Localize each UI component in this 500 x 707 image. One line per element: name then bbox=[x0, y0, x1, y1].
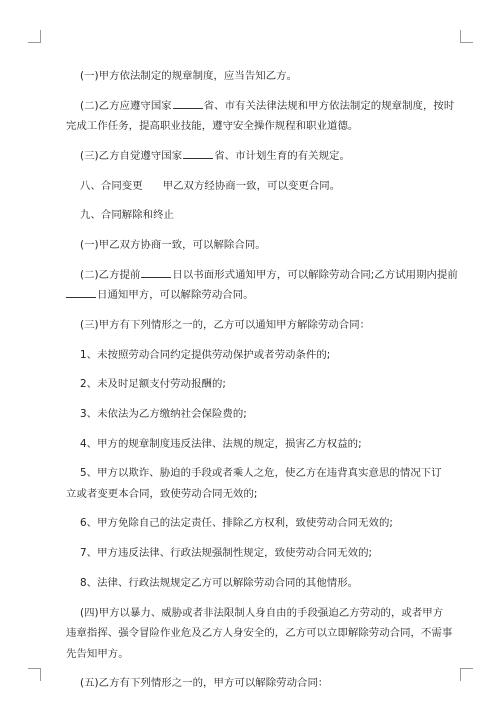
paragraph-15 bbox=[80, 543, 442, 564]
crop-mark-top-right bbox=[460, 30, 473, 43]
text-segment: (二)乙方应遵守国家 bbox=[80, 99, 172, 112]
paragraph-14 bbox=[80, 513, 442, 534]
text-line bbox=[80, 176, 442, 197]
paragraph-8 bbox=[80, 315, 442, 336]
text-line bbox=[80, 96, 455, 117]
text-line: 违章指挥、强令冒险作业危及乙方人身安全的，乙方可以立即解除劳动合同，不需事 bbox=[66, 627, 453, 639]
paragraph-11 bbox=[80, 404, 442, 425]
text-segment: (二)乙方提前 bbox=[80, 268, 141, 281]
text-line: 4、甲方的规章制度违反法律、法规的规定，损害乙方权益的; bbox=[80, 437, 362, 450]
fill-in-blank bbox=[173, 98, 203, 109]
paragraph-13 bbox=[66, 463, 442, 504]
paragraph-7 bbox=[80, 265, 458, 306]
crop-mark-bottom-left bbox=[28, 668, 41, 681]
text-segment: 日通知甲方，可以解除劳动合同。 bbox=[97, 289, 254, 302]
text-line: 6、甲方免除自己的法定责任、排除乙方权利，致使劳动合同无效的; bbox=[80, 517, 393, 530]
text-segment: 日以书面形式通知甲方，可以解除劳动合同;乙方试用期内提前 bbox=[172, 268, 458, 281]
text-segment: 省、市计划生育的有关规定。 bbox=[214, 149, 350, 162]
paragraph-12 bbox=[80, 434, 442, 455]
text-line: (一)甲乙双方协商一致，可以解除合同。 bbox=[80, 238, 266, 251]
text-line: 5、甲方以欺诈、胁迫的手段或者乘人之危，使乙方在违背真实意思的情况下订 bbox=[80, 467, 442, 480]
text-line: 8、法律、行政法规规定乙方可以解除劳动合同的其他情形。 bbox=[80, 576, 359, 589]
paragraph-9 bbox=[80, 345, 442, 366]
paragraph-10 bbox=[80, 374, 442, 395]
text-line: (一)甲方依法制定的规章制度，应当告知乙方。 bbox=[80, 70, 298, 82]
text-line: (四)甲方以暴力、威胁或者非法限制人身自由的手段强迫乙方劳动的，或者甲方 bbox=[80, 606, 444, 619]
text-line bbox=[80, 146, 442, 167]
paragraph-3 bbox=[80, 146, 442, 167]
text-line: (三)甲方有下列情形之一的，乙方可以通知甲方解除劳动合同： bbox=[80, 318, 371, 331]
paragraph-16 bbox=[80, 573, 442, 594]
paragraph-5 bbox=[80, 205, 442, 226]
crop-mark-top-left bbox=[28, 30, 41, 43]
fill-in-blank bbox=[66, 287, 96, 298]
paragraph-17 bbox=[66, 603, 453, 665]
text-line: 先告知甲方。 bbox=[66, 647, 129, 660]
text-segment: (三)乙方自觉遵守国家 bbox=[80, 149, 183, 162]
text-line: (五)乙方有下列情形之一的，甲方可以解除劳动合同： bbox=[80, 677, 329, 690]
text-line: 7、甲方违反法律、行政法规强制性规定，致使劳动合同无效的; bbox=[80, 547, 373, 560]
text-line bbox=[80, 265, 458, 286]
section-heading: 八、合同变更 bbox=[80, 179, 143, 192]
paragraph-4 bbox=[80, 176, 442, 197]
fill-in-blank bbox=[183, 148, 213, 159]
fill-in-blank bbox=[141, 267, 171, 278]
text-line: 1、未按照劳动合同约定提供劳动保护或者劳动条件的; bbox=[80, 348, 331, 361]
text-line: 立或者变更本合同，致使劳动合同无效的; bbox=[66, 487, 258, 500]
paragraph-2 bbox=[66, 96, 455, 137]
text-line: 3、未依法为乙方缴纳社会保险费的; bbox=[80, 407, 247, 420]
text-line: 完成工作任务，提高职业技能，遵守安全操作规程和职业道德。 bbox=[66, 120, 359, 133]
crop-mark-bottom-right bbox=[460, 668, 473, 681]
paragraph-1 bbox=[80, 66, 442, 87]
paragraph-18 bbox=[80, 673, 442, 694]
paragraph-6 bbox=[80, 235, 442, 256]
text-line: 2、未及时足额支付劳动报酬的; bbox=[80, 378, 226, 391]
text-line bbox=[66, 285, 442, 306]
text-segment: 甲乙双方经协商一致，可以变更合同。 bbox=[162, 179, 341, 192]
section-heading: 九、合同解除和终止 bbox=[80, 209, 174, 222]
text-segment: 省、市有关法律法规和甲方依法制定的规章制度，按时 bbox=[203, 99, 455, 112]
document-body bbox=[66, 66, 458, 703]
